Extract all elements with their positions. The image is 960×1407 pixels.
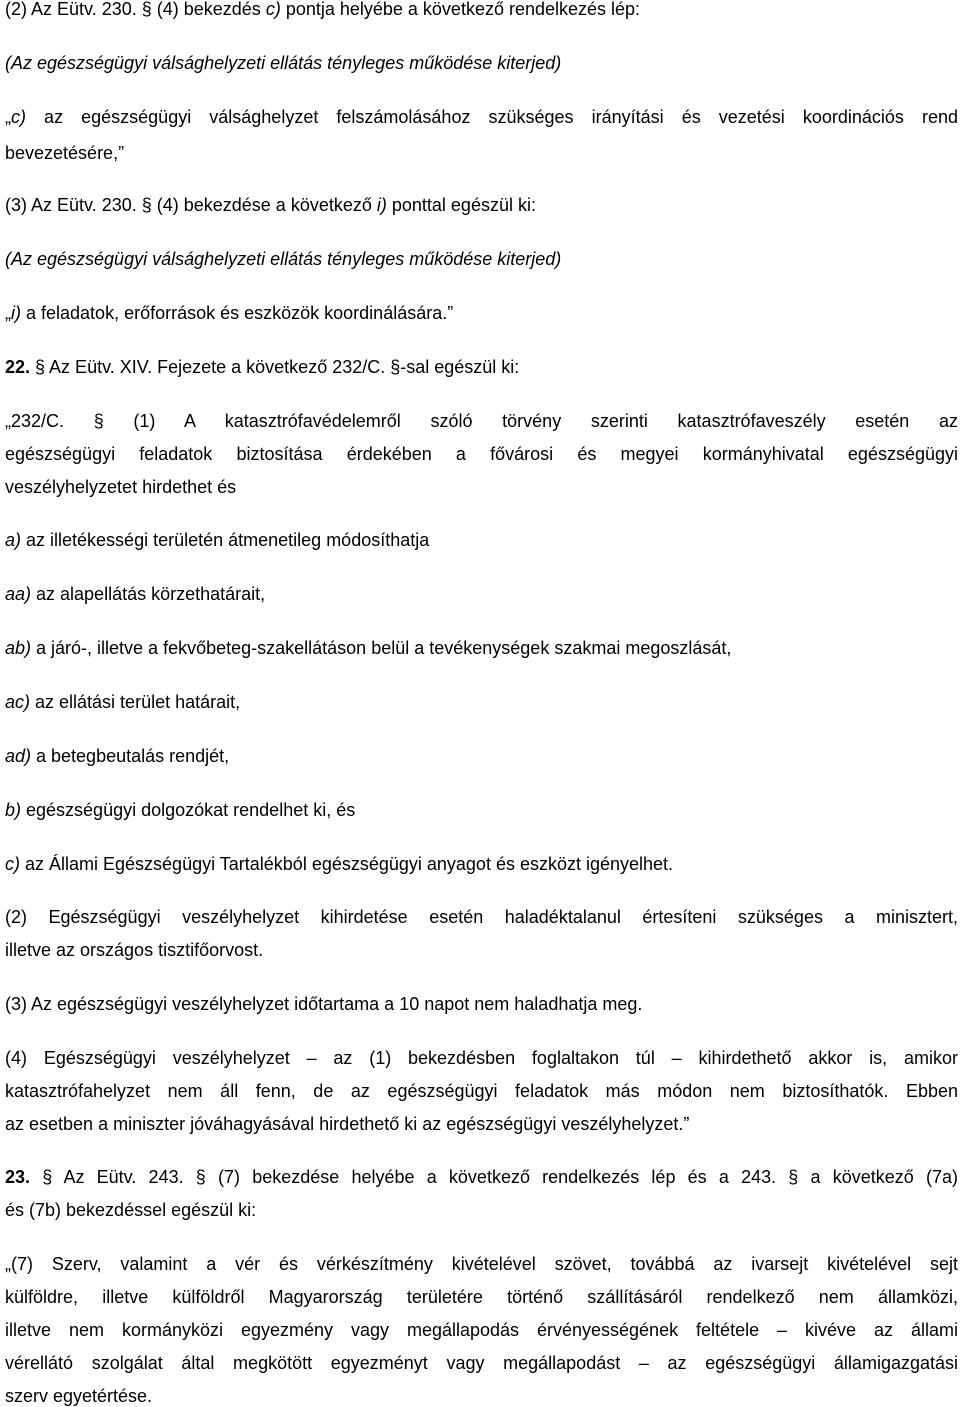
text-segment: veszélyhelyzetet hirdethet és [5,477,237,497]
bold-section-number: 23. [5,1167,31,1187]
bold-section-number: 22. [5,357,31,377]
text-segment: pontja helyébe a következő rendelkezés lép: [280,0,641,19]
italic-marker: ac) [5,692,31,712]
point-c-text-continued [5,142,124,164]
text-segment: § Az Eütv. 243. § (7) bekezdése helyébe a következő rendelkezés lép és a 243. § a következő (7a) [30,1167,958,1187]
point-c-reserve-text [5,853,673,875]
paragraph-7-text [5,1253,958,1275]
text-segment: külföldre, illetve külföldről Magyarország területére történő szállításáról rendelkező nem államközi, [5,1287,958,1307]
italic-context-line [5,248,561,270]
text-segment: a járó-, illetve a fekvőbeteg-szakellátáson belül a tevékenységek szakmai megoszlását, [31,638,732,658]
italic-marker: c) [5,854,20,874]
text-segment: „232/C. § (1) A katasztrófavédelemről szóló törvény szerinti katasztrófaveszély esetén az [5,411,958,431]
paragraph-7-text-line-5 [5,1385,152,1407]
text-segment: § Az Eütv. XIV. Fejezete a következő 232/C. §-sal egészül ki: [30,357,520,377]
italic-context-line [5,52,561,74]
paragraph-2-text-continued [5,939,263,961]
section-23-heading-continued [5,1199,256,1221]
text-segment: az illetékességi területén átmenetileg módosíthatja [21,530,430,550]
text-segment: ponttal egészül ki: [386,195,536,215]
text-segment: szerv egyetértése. [5,1386,153,1406]
section-232c-paragraph-1-line-3 [5,476,236,498]
text-segment: katasztrófahelyzet nem áll fenn, de az egészségügyi feladatok más módon nem biztosíthatók. Ebben [5,1081,958,1101]
italic-marker: c) [11,107,26,127]
point-aa-text [5,583,265,605]
paragraph-7-text-line-4 [5,1352,958,1374]
italic-marker: ad) [5,746,32,766]
amendment-paragraph-2 [5,0,640,20]
italic-marker: i) [11,303,21,323]
text-segment: az Állami Egészségügyi Tartalékból egészségügyi anyagot és eszközt igényelhet. [20,854,674,874]
italic-marker: i) [376,195,387,215]
text-segment: „(7) Szerv, valamint a vér és vérkészítmény kivételével szövet, továbbá az ivarsejt kivételével sejt [5,1254,958,1274]
text-segment: egészségügyi feladatok biztosítása érdekében a fővárosi és megyei kormányhivatal egészségügyi [5,444,958,464]
text-segment: (3) Az Eütv. 230. § (4) bekezdése a következő [5,195,377,215]
point-ab-text [5,637,731,659]
section-232c-paragraph-1-line-2 [5,443,958,465]
italic-marker: ab) [5,638,32,658]
point-a-text [5,529,429,551]
point-ac-text [5,691,240,713]
paragraph-4-text [5,1047,958,1069]
text-segment: (2) Egészségügyi veszélyhelyzet kihirdetése esetén haladéktalanul értesíteni szükséges a minisztert, [5,907,958,927]
paragraph-7-text-line-3 [5,1319,958,1341]
italic-marker: a) [5,530,22,550]
text-segment: bevezetésére,” [5,143,125,163]
text-segment: egészségügyi dolgozókat rendelhet ki, és [21,800,356,820]
paragraph-7-text-line-2 [5,1286,958,1308]
paragraph-3-text [5,993,642,1015]
paragraph-4-text-line-2 [5,1080,958,1102]
text-segment: az egészségügyi válsághelyzet felszámolásához szükséges irányítási és vezetési koordinációs rend [26,107,958,127]
text-segment: és (7b) bekezdéssel egészül ki: [5,1200,257,1220]
amendment-paragraph-3 [5,194,536,216]
italic-marker: aa) [5,584,32,604]
section-232c-paragraph-1 [5,410,958,432]
text-segment: illetve nem kormányközi egyezmény vagy megállapodás érvényességének feltétele – kivéve az állami [5,1320,958,1340]
text-segment: „ [5,303,11,323]
section-22-heading [5,356,519,378]
text-segment: az ellátási terület határait, [30,692,241,712]
paragraph-4-text-line-3 [5,1113,689,1135]
italic-marker: (Az egészségügyi válsághelyzeti ellátás tényleges működése kiterjed) [5,53,562,73]
point-i-text [5,302,453,324]
point-c-text [5,106,958,128]
text-segment: (4) Egészségügyi veszélyhelyzet – az (1) bekezdésben foglaltakon túl – kihirdethető akkor is, amikor [5,1048,958,1068]
paragraph-2-text [5,906,958,928]
italic-marker: (Az egészségügyi válsághelyzeti ellátás tényleges működése kiterjed) [5,249,562,269]
text-segment: az alapellátás körzethatárait, [31,584,266,604]
text-segment: az esetben a miniszter jóváhagyásával hirdethető ki az egészségügyi veszélyhelyzet.” [5,1114,690,1134]
text-segment: illetve az országos tisztifőorvost. [5,940,264,960]
text-segment: a feladatok, erőforrások és eszközök koordinálására.” [21,303,454,323]
point-ad-text [5,745,229,767]
text-segment: a betegbeutalás rendjét, [31,746,230,766]
section-23-heading [5,1166,958,1188]
point-b-text [5,799,355,821]
text-segment: (2) Az Eütv. 230. § (4) bekezdés [5,0,266,19]
italic-marker: c) [265,0,281,19]
text-segment: vérellátó szolgálat által megkötött egyezményt vagy megállapodást – az egészségügyi államigazgatási [5,1353,958,1373]
text-segment: (3) Az egészségügyi veszélyhelyzet időtartama a 10 napot nem haladhatja meg. [5,994,643,1014]
italic-marker: b) [5,800,22,820]
text-segment: „ [5,107,11,127]
